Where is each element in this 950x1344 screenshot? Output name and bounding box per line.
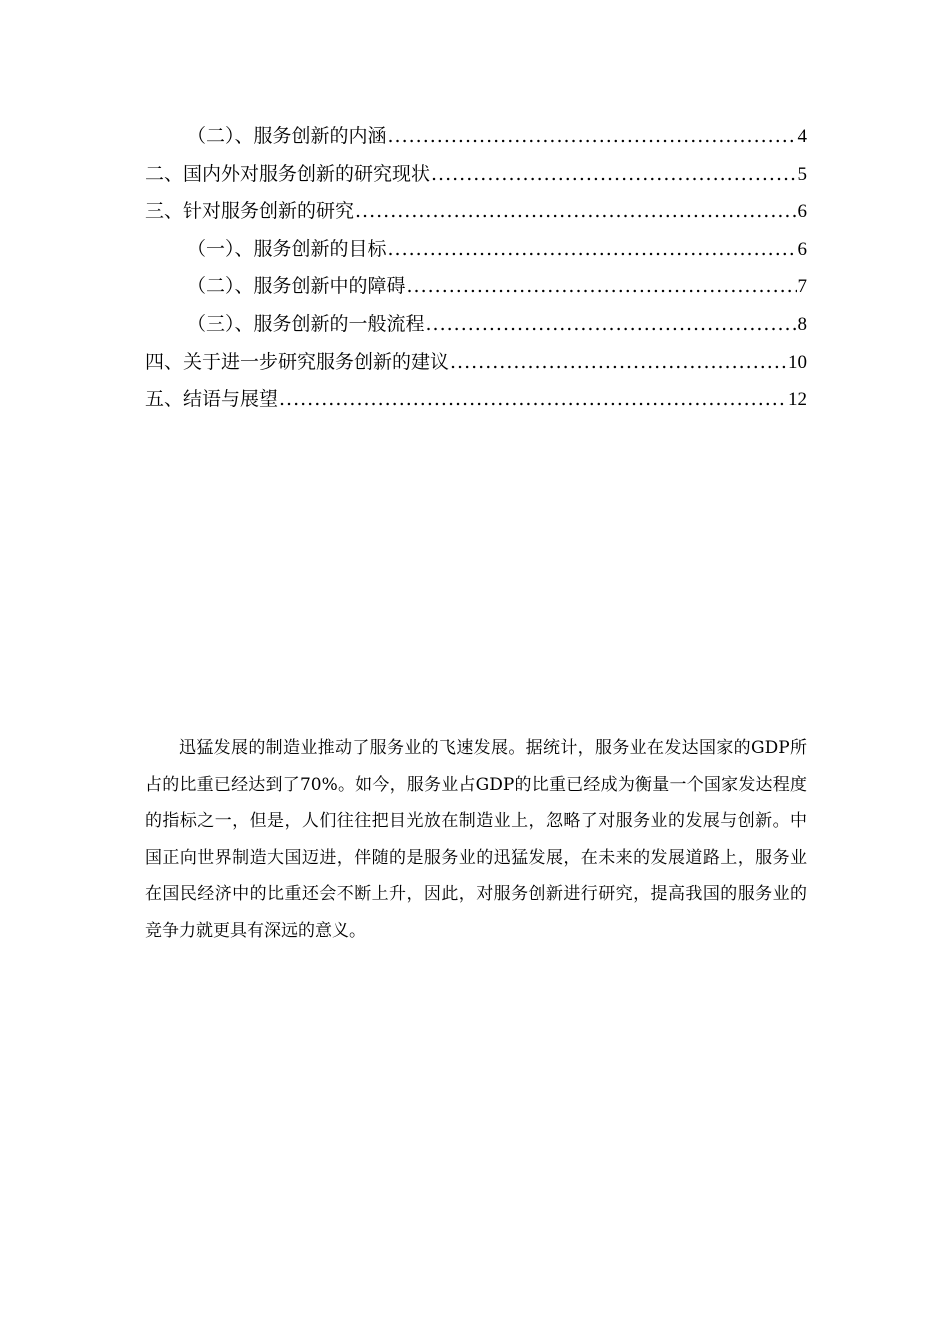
toc-entry-research-status[interactable] [145, 156, 807, 194]
toc-entry-title: （一）、服务创新的目标 [187, 237, 387, 260]
toc-entry-further-research-suggestions[interactable] [145, 344, 807, 382]
toc-page-number: 6 [797, 201, 807, 223]
toc-page-number: 8 [797, 313, 807, 335]
toc-dot-leader [279, 381, 787, 419]
toc-entry-service-innovation-process[interactable] [145, 306, 807, 344]
toc-dot-leader [426, 306, 797, 344]
toc-entry-title: （三）、服务创新的一般流程 [187, 312, 425, 335]
toc-dot-leader [407, 268, 797, 306]
toc-entry-research-on-service-innovation[interactable] [145, 193, 807, 231]
toc-entry-title: （二）、服务创新中的障碍 [187, 275, 406, 298]
toc-dot-leader [355, 193, 796, 231]
toc-page-number: 12 [788, 389, 807, 411]
toc-dot-leader [450, 344, 787, 382]
table-of-contents [145, 118, 807, 419]
toc-entry-service-innovation-obstacles[interactable] [145, 268, 807, 306]
toc-page-number: 5 [797, 163, 807, 185]
toc-page-number: 10 [788, 351, 807, 373]
toc-dot-leader [431, 156, 796, 194]
body-paragraph: 迅猛发展的制造业推动了服务业的飞速发展。据统计，服务业在发达国家的GDP所占的比重已经达到了70%。如今，服务业占GDP的比重已经成为衡量一个国家发达程度的指标之一，但是，人们往往把目光放在制造业上，忽略了对服务业的发展与创新。中国正向世界制造大国迈进，伴随的是服务业的迅猛发展，在未来的发展道路上，服务业在国民经济中的比重还会不断上升，因此，对服务创新进行研究，提高我国的服务业的竞争力就更具有深远的意义。 [145, 738, 807, 941]
toc-entry-title: 三、针对服务创新的研究 [145, 200, 355, 223]
toc-entry-conclusion-outlook[interactable] [145, 381, 807, 419]
toc-page-number: 7 [797, 276, 807, 298]
toc-page-number: 6 [797, 238, 807, 260]
toc-entry-service-innovation-goals[interactable] [145, 231, 807, 269]
toc-dot-leader [388, 118, 797, 156]
toc-page-number: 4 [797, 126, 807, 147]
toc-entry-title: （二）、服务创新的内涵 [187, 125, 387, 147]
toc-entry-title: 五、结语与展望 [145, 388, 279, 411]
toc-dot-leader [388, 231, 797, 269]
toc-entry-service-innovation-connotation[interactable] [145, 118, 807, 156]
toc-entry-title: 二、国内外对服务创新的研究现状 [145, 162, 431, 185]
toc-entry-title: 四、关于进一步研究服务创新的建议 [145, 350, 450, 373]
